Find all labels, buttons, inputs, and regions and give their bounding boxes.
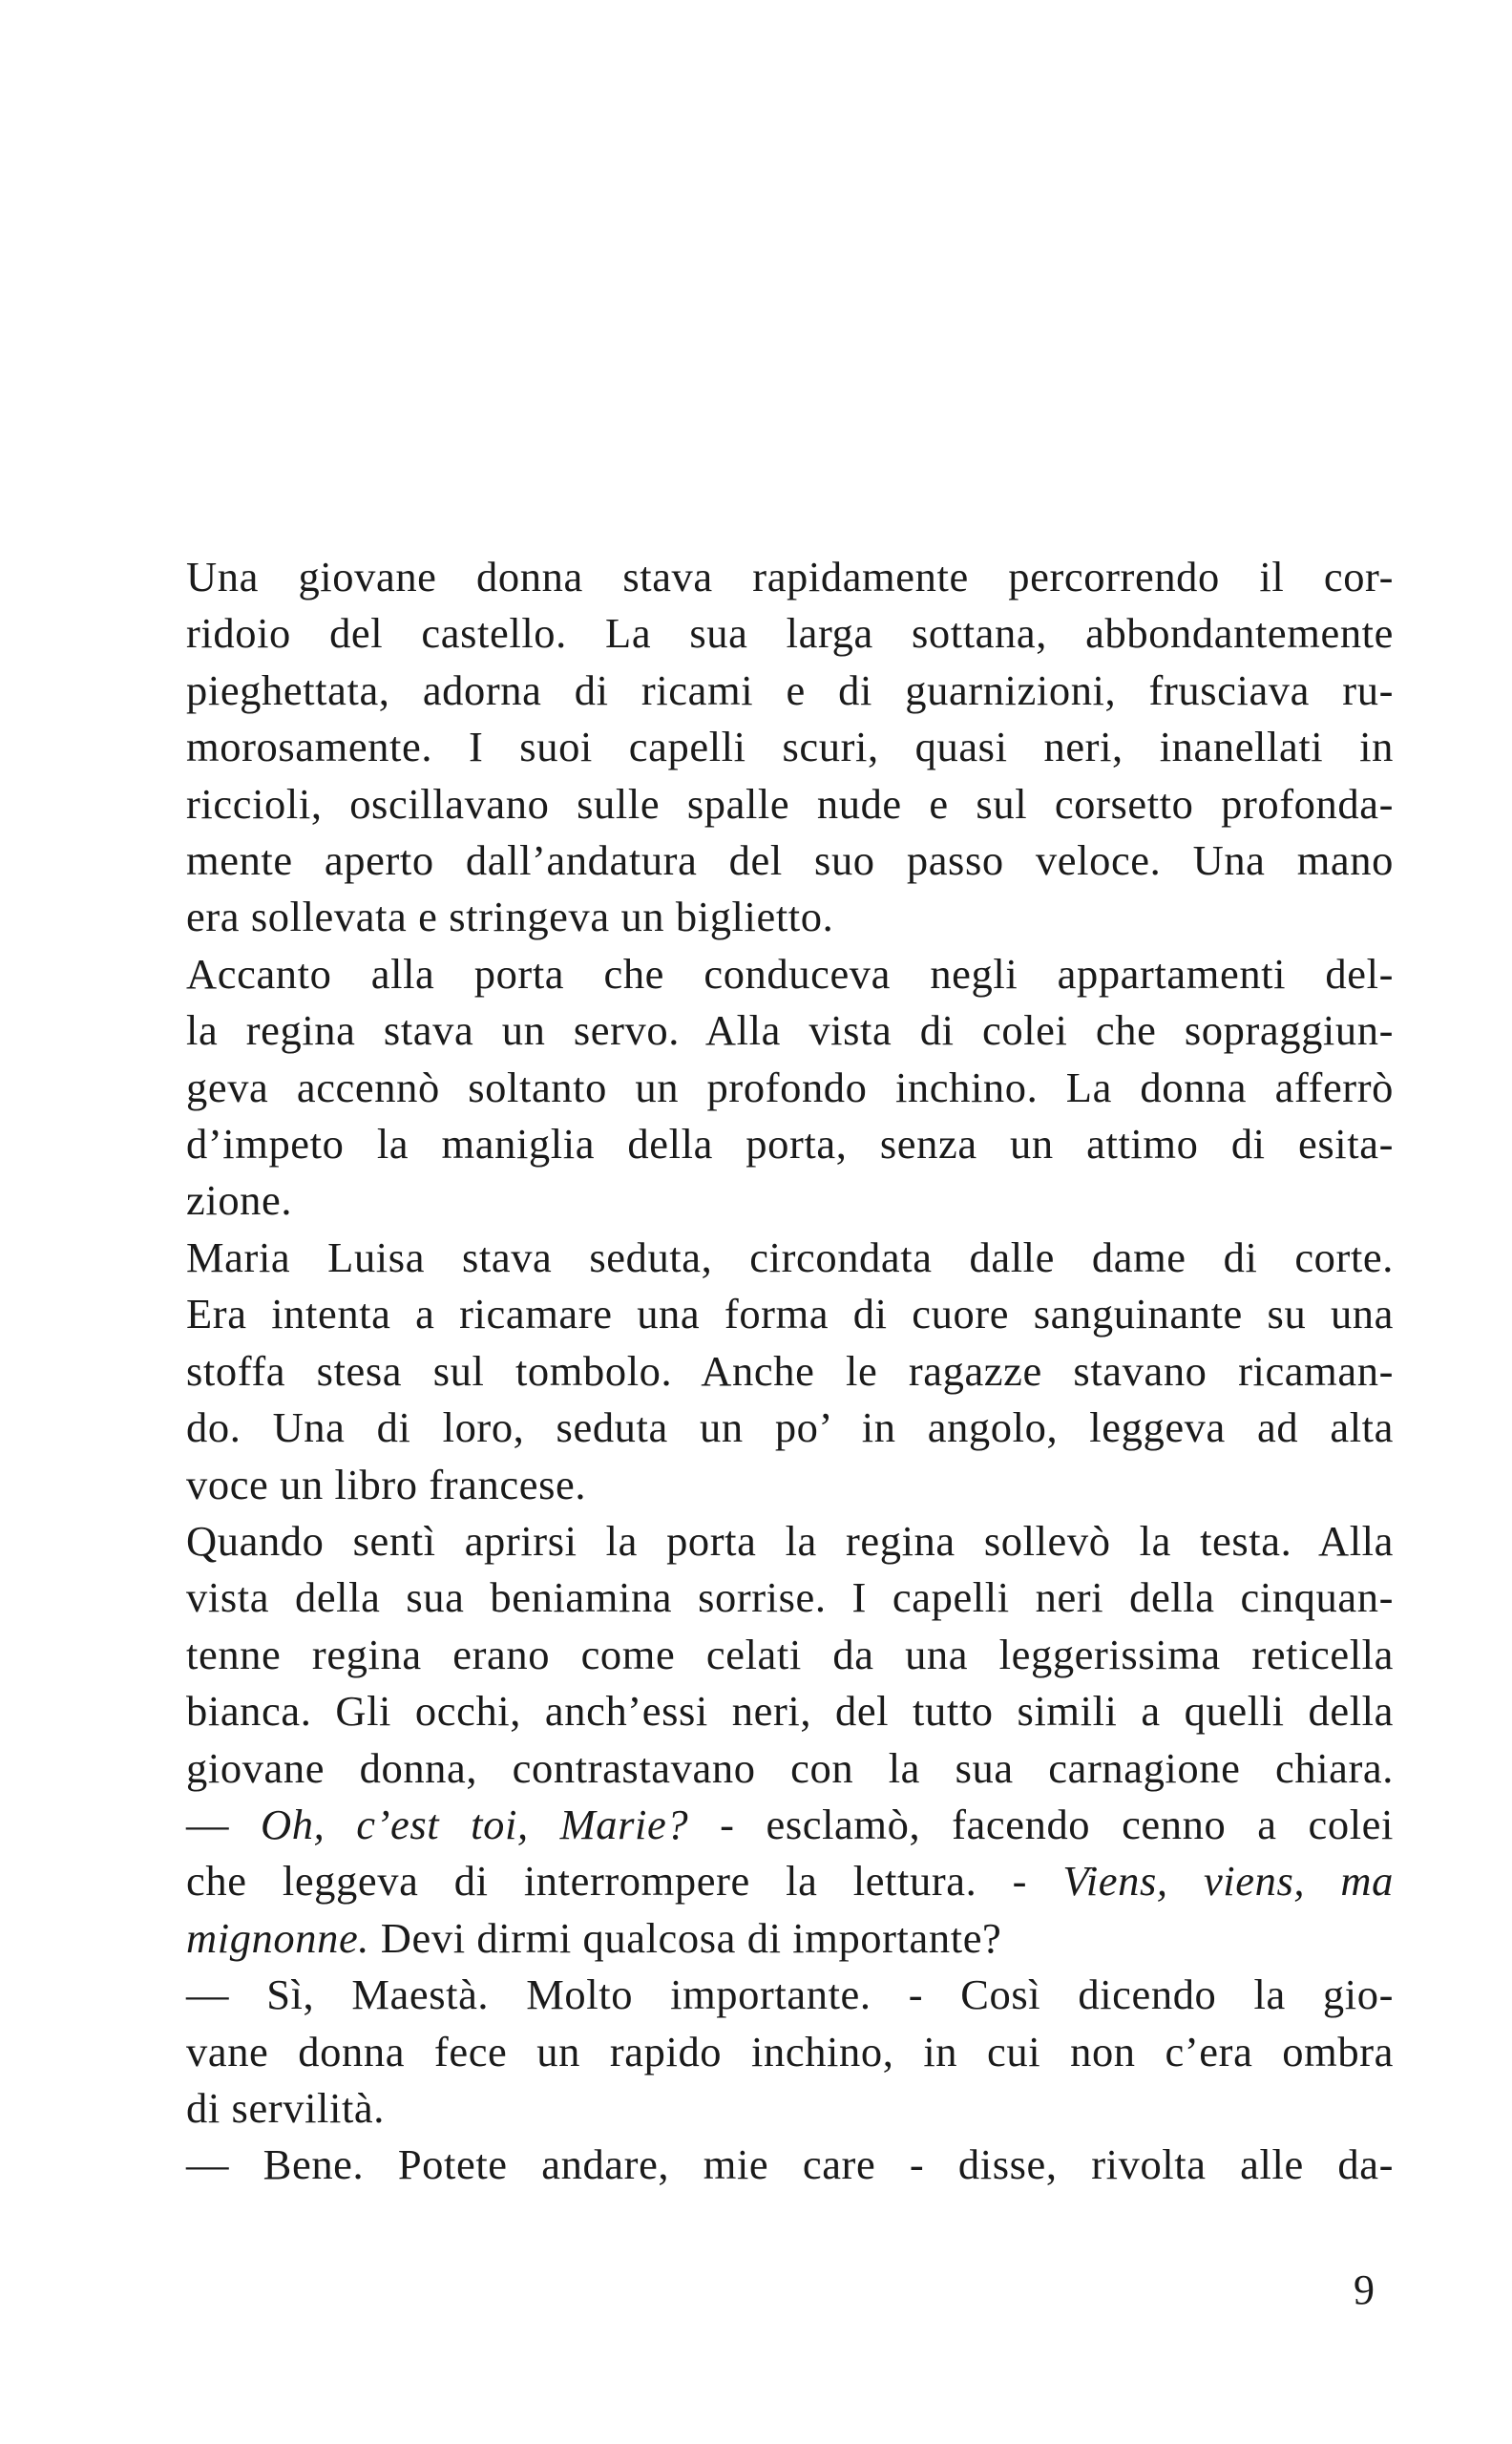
text-line: riccioli, oscillavano sulle spalle nude e sul corsetto profonda-	[186, 779, 1394, 828]
text-line: Quando sentì aprirsi la porta la regina sollevò la testa. Alla	[186, 1516, 1394, 1565]
text-line: Maria Luisa stava seduta, circondata dalle dame di corte.	[186, 1233, 1394, 1281]
dialogue-line: — Sì, Maestà. Molto importante. - Così dicendo la gio-	[186, 1970, 1394, 2019]
text-line: ridoio del castello. La sua larga sottana, abbondantemente	[186, 609, 1394, 658]
text-line: pieghettata, adorna di ricami e di guarnizioni, frusciava ru-	[186, 665, 1394, 714]
italic-french-phrase: mignonne.	[186, 1913, 370, 1962]
text-line: era sollevata e stringeva un biglietto.	[186, 893, 834, 941]
text-line: zione.	[186, 1176, 293, 1225]
dialogue-line: vane donna fece un rapido inchino, in cui non c’era ombra	[186, 2027, 1394, 2075]
dialogue-line: — Bene. Potete andare, mie care - disse, rivolta alle da-	[186, 2140, 1394, 2189]
text-line: vista della sua beniamina sorrise. I capelli neri della cinquan-	[186, 1573, 1394, 1622]
text-line: Accanto alla porta che conduceva negli appartamenti del-	[186, 949, 1394, 998]
text-line: la regina stava un servo. Alla vista di colei che sopraggiun-	[186, 1006, 1394, 1055]
body-text	[186, 549, 1394, 2194]
dialogue-line	[186, 1797, 1394, 1853]
dialogue-line	[186, 1910, 1394, 1967]
text-line: bianca. Gli occhi, anch’essi neri, del tutto simili a quelli della	[186, 1687, 1394, 1736]
dialogue-text: - esclamò, facendo cenno a colei	[688, 1800, 1394, 1848]
dialogue-line	[186, 1853, 1394, 1909]
text-line: Una giovane donna stava rapidamente percorrendo il cor-	[186, 553, 1394, 600]
italic-french-phrase: Viens, viens, ma	[1062, 1857, 1394, 1906]
text-line: morosamente. I suoi capelli scuri, quasi neri, inanellati in	[186, 723, 1394, 771]
text-line: do. Una di loro, seduta un po’ in angolo, leggeva ad alta	[186, 1403, 1394, 1452]
text-line: Era intenta a ricamare una forma di cuore sanguinante su una	[186, 1290, 1394, 1338]
text-line: stoffa stesa sul tombolo. Anche le ragazze stavano ricaman-	[186, 1346, 1394, 1395]
text-line: d’impeto la maniglia della porta, senza un attimo di esita-	[186, 1120, 1394, 1169]
text-line: tenne regina erano come celati da una leggerissima reticella	[186, 1630, 1394, 1678]
dialogue-text: che leggeva di interrompere la lettura. -	[186, 1857, 1063, 1906]
text-line: geva accennò soltanto un profondo inchino. La donna afferrò	[186, 1063, 1394, 1111]
text-line: mente aperto dall’andatura del suo passo veloce. Una mano	[186, 836, 1394, 885]
italic-french-phrase: Oh, c’est toi, Marie?	[261, 1800, 689, 1848]
em-dash: —	[186, 1800, 230, 1848]
dialogue-line: di servilità.	[186, 2083, 386, 2132]
page-number: 9	[1354, 2266, 1375, 2313]
text-line: voce un libro francese.	[186, 1460, 587, 1508]
dialogue-text: Devi dirmi qualcosa di importante?	[369, 1913, 1002, 1962]
text-line: giovane donna, contrastavano con la sua carnagione chiara.	[186, 1743, 1394, 1792]
